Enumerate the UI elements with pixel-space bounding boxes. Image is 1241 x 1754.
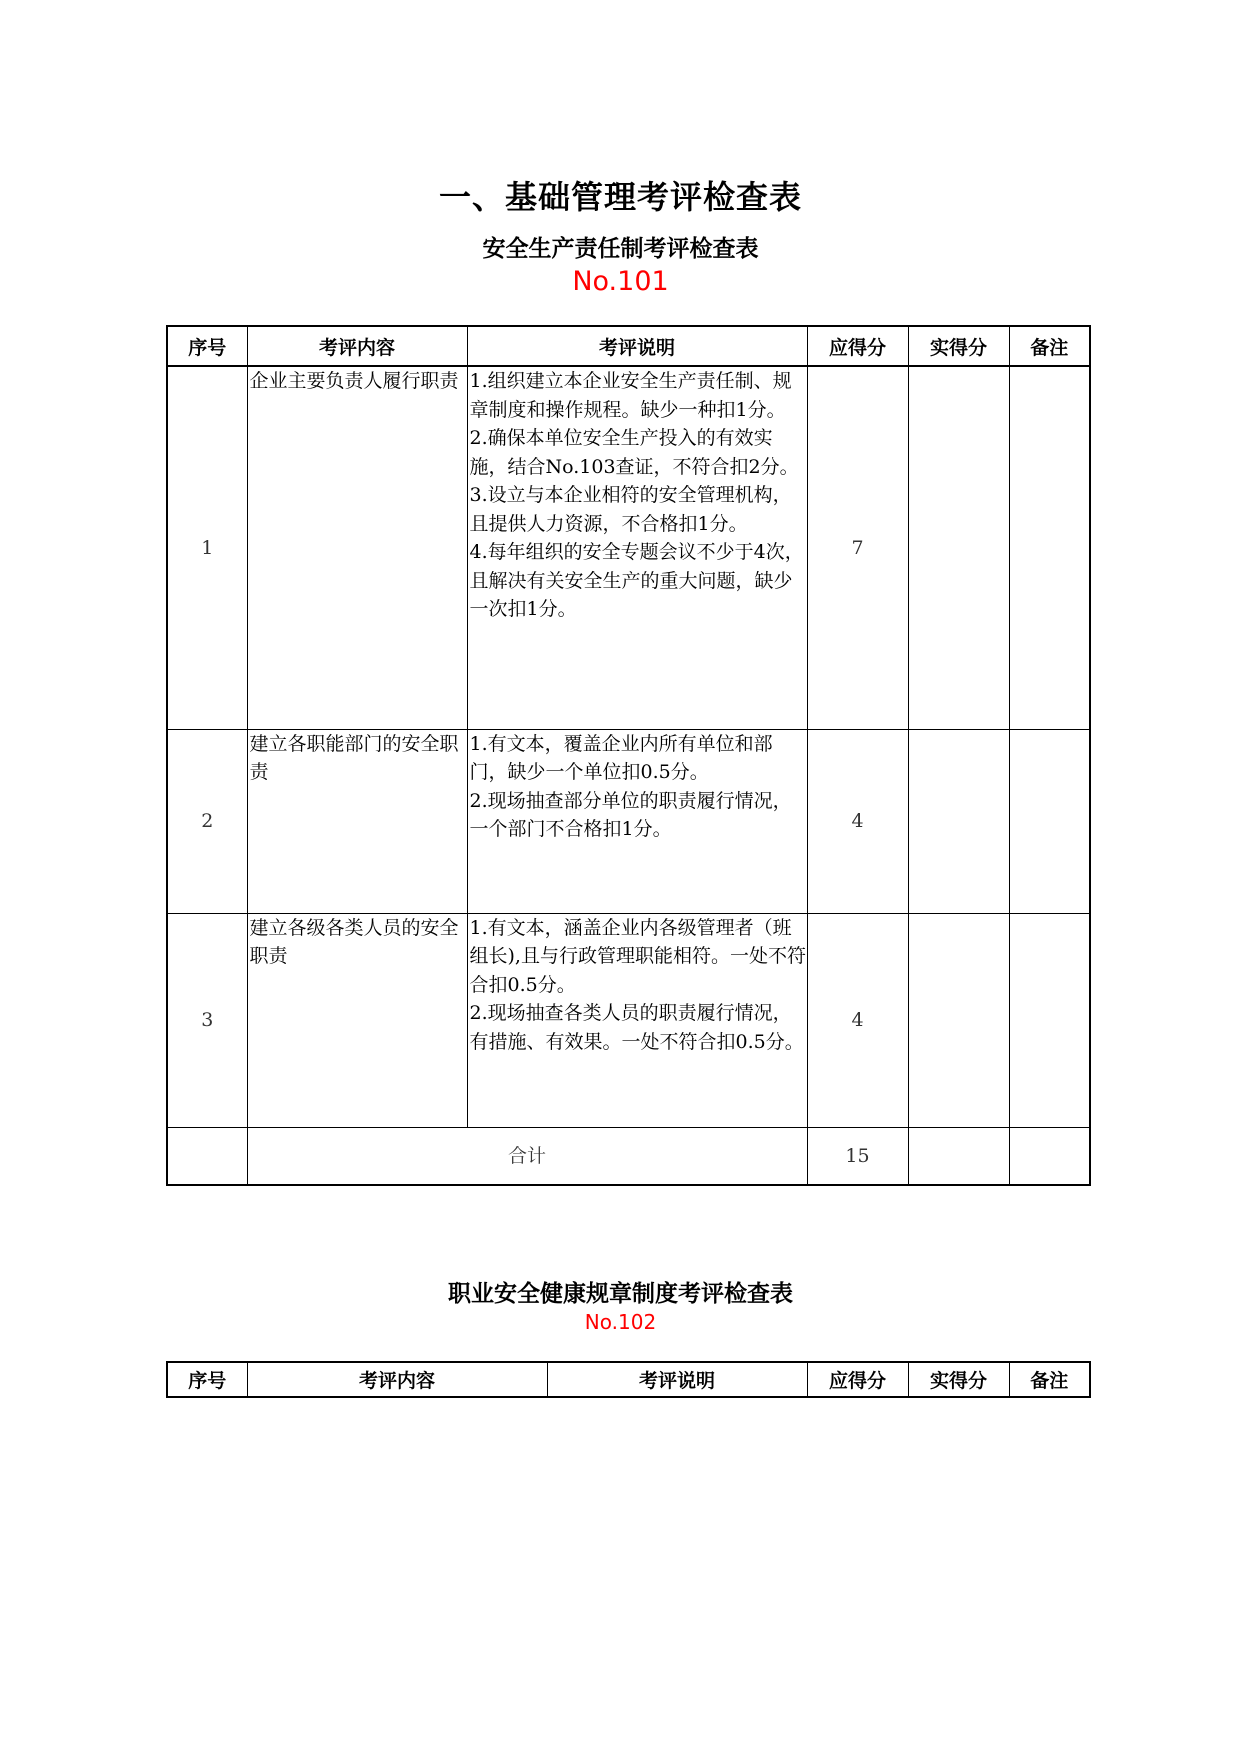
total-label: 合计 <box>247 1127 807 1185</box>
table1-header-row <box>167 326 1090 366</box>
row-seq: 3 <box>167 913 247 1127</box>
desc-item: 2.现场抽查各类人员的职责履行情况，有措施、有效果。一处不符合扣0.5分。 <box>469 1002 804 1053</box>
row-desc <box>467 729 807 913</box>
desc-item: 1.有文本，覆盖企业内所有单位和部门，缺少一个单位扣0.5分。 <box>469 732 773 783</box>
desc-item: 4.每年组织的安全专题会议不少于4次，且解决有关安全生产的重大问题，缺少一次扣1分。 <box>469 541 804 620</box>
header-note: 备注 <box>1009 1362 1090 1397</box>
header-desc: 考评说明 <box>547 1362 807 1397</box>
table1-number: No.101 <box>572 266 669 297</box>
total-row <box>167 1127 1090 1185</box>
row-desc <box>467 913 807 1127</box>
row-score: 7 <box>807 366 908 729</box>
header-note: 备注 <box>1009 326 1090 366</box>
row-content: 建立各职能部门的安全职责 <box>247 729 467 913</box>
total-score: 15 <box>807 1127 908 1185</box>
table1-title: 安全生产责任制考评检查表 <box>482 235 759 262</box>
header-actual: 实得分 <box>908 326 1009 366</box>
header-seq: 序号 <box>167 1362 247 1397</box>
table2-number: No.102 <box>584 1310 657 1334</box>
row-score: 4 <box>807 913 908 1127</box>
desc-item: 1.有文本，涵盖企业内各级管理者（班组长),且与行政管理职能相符。一处不符合扣0.5分。 <box>469 916 806 996</box>
header-content: 考评内容 <box>247 1362 547 1397</box>
total-actual <box>908 1127 1009 1185</box>
table2-header-row <box>167 1362 1090 1397</box>
desc-item: 2.现场抽查部分单位的职责履行情况，一个部门不合格扣1分。 <box>469 789 792 840</box>
row-content: 建立各级各类人员的安全职责 <box>247 913 467 1127</box>
total-seq <box>167 1127 247 1185</box>
row-actual <box>908 913 1009 1127</box>
table1 <box>166 325 1091 1186</box>
table-row <box>167 366 1090 729</box>
row-note <box>1009 913 1090 1127</box>
header-score: 应得分 <box>807 326 908 366</box>
header-score: 应得分 <box>807 1362 908 1397</box>
desc-item: 3.设立与本企业相符的安全管理机构，且提供人力资源，不合格扣1分。 <box>469 484 792 535</box>
row-seq: 2 <box>167 729 247 913</box>
header-desc: 考评说明 <box>467 326 807 366</box>
page-title: 一、基础管理考评检查表 <box>438 178 802 216</box>
desc-item: 2.确保本单位安全生产投入的有效实施，结合No.103查证，不符合扣2分。 <box>469 427 799 478</box>
row-actual <box>908 366 1009 729</box>
row-seq: 1 <box>167 366 247 729</box>
row-actual <box>908 729 1009 913</box>
table2 <box>166 1361 1091 1398</box>
table-row <box>167 913 1090 1127</box>
row-desc <box>467 366 807 729</box>
row-score: 4 <box>807 729 908 913</box>
header-seq: 序号 <box>167 326 247 366</box>
header-actual: 实得分 <box>908 1362 1009 1397</box>
table2-title: 职业安全健康规章制度考评检查表 <box>448 1280 793 1307</box>
total-note <box>1009 1127 1090 1185</box>
table-row <box>167 729 1090 913</box>
row-note <box>1009 366 1090 729</box>
header-content: 考评内容 <box>247 326 467 366</box>
row-note <box>1009 729 1090 913</box>
desc-item: 1.组织建立本企业安全生产责任制、规章制度和操作规程。缺少一种扣1分。 <box>469 370 792 421</box>
row-content: 企业主要负责人履行职责 <box>247 366 467 729</box>
